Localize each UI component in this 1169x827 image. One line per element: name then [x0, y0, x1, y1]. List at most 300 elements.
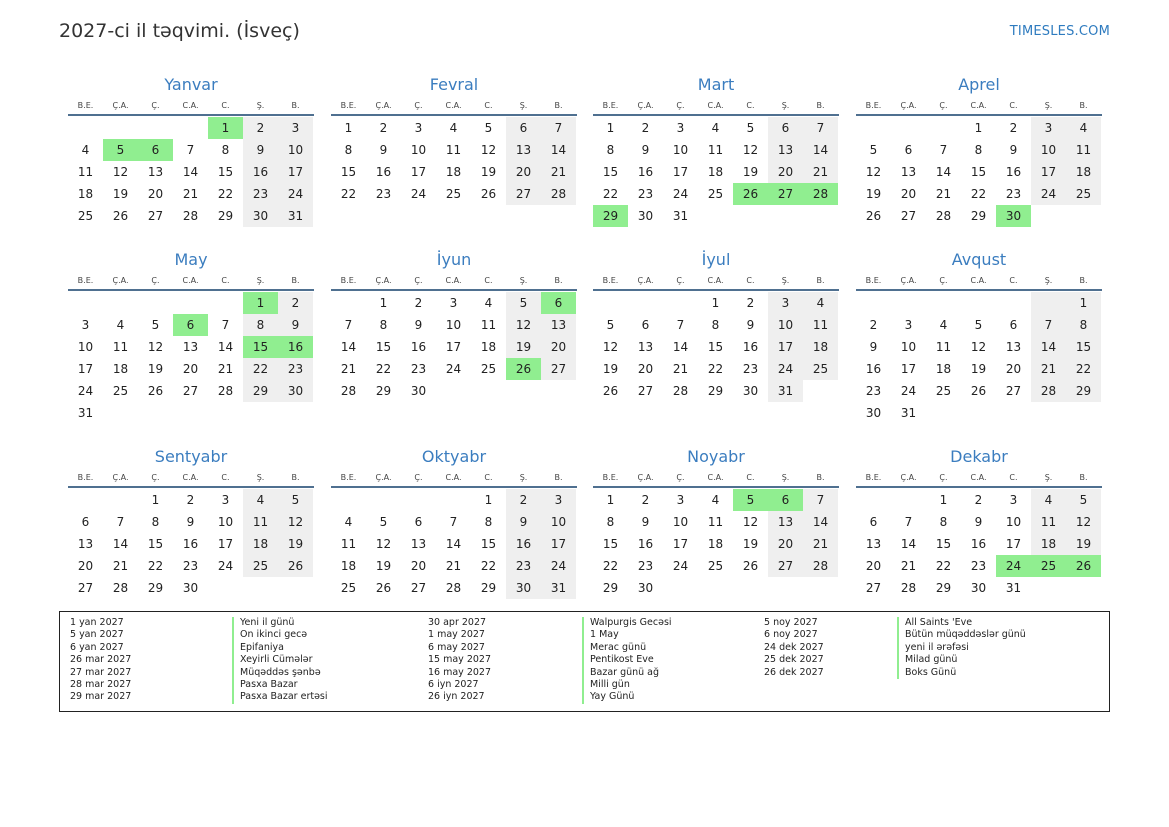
weekday-label: Ş.: [256, 276, 265, 285]
day-cell: 9: [506, 511, 541, 533]
day-cell: 22: [480, 559, 497, 573]
legend-item: On ikinci gecə: [232, 629, 328, 641]
weekday-label: Ş.: [256, 473, 265, 482]
day-cell: 17: [410, 165, 427, 179]
day-cell: 10: [410, 143, 427, 157]
weekday-label: C.A.: [970, 473, 987, 482]
empty-cell: [138, 292, 173, 314]
day-cell: 17: [278, 161, 313, 183]
day-cell: 29: [480, 581, 497, 595]
day-cell: 7: [221, 318, 230, 332]
day-cell: 28: [541, 183, 576, 205]
weekday-header: [68, 96, 314, 116]
day-cell: 14: [340, 340, 357, 354]
empty-cell: [961, 402, 996, 424]
legend-item: 24 dek 2027: [764, 641, 824, 653]
day-cell: 7: [803, 117, 838, 139]
day-cell: 30: [182, 581, 199, 595]
day-cell: 15: [243, 336, 278, 358]
empty-cell: [961, 292, 996, 314]
day-cell: 15: [480, 537, 497, 551]
weekday-label: C.A.: [970, 276, 987, 285]
day-cell: 10: [77, 340, 94, 354]
day-cell: 24: [996, 555, 1031, 577]
day-cell: 18: [707, 165, 724, 179]
legend-dates-2: [428, 617, 491, 704]
day-cell: 20: [147, 187, 164, 201]
weekday-label: Ç.A.: [637, 473, 654, 482]
day-cell: 18: [445, 165, 462, 179]
empty-cell: [891, 117, 926, 139]
weekday-label: C.A.: [707, 101, 724, 110]
site-link[interactable]: TIMESLES.COM: [1009, 24, 1110, 39]
day-cell: 2: [869, 318, 878, 332]
day-cell: 22: [217, 187, 234, 201]
legend-item: yeni il ərəfəsi: [897, 642, 1026, 654]
weekday-label: Ç.A.: [637, 276, 654, 285]
day-cell: 26: [602, 384, 619, 398]
day-cell: 16: [742, 340, 759, 354]
empty-cell: [733, 577, 768, 599]
weekday-header: [856, 271, 1102, 291]
month-name: Avqust: [951, 250, 1007, 269]
legend-item: 26 dek 2027: [764, 666, 824, 678]
day-grid: [331, 489, 577, 599]
month-name: Mart: [697, 75, 735, 94]
day-cell: 1: [974, 121, 983, 135]
day-cell: 19: [970, 362, 987, 376]
day-cell: 21: [217, 362, 234, 376]
day-cell: 13: [541, 314, 576, 336]
weekday-label: Ç.A.: [112, 473, 129, 482]
day-cell: 19: [742, 165, 759, 179]
day-cell: 8: [974, 143, 983, 157]
day-cell: 25: [707, 187, 724, 201]
weekday-label: B.E.: [340, 276, 357, 285]
day-cell: 12: [742, 143, 759, 157]
weekday-label: Ç.: [151, 276, 160, 285]
weekday-label: Ç.A.: [112, 276, 129, 285]
day-cell: 20: [182, 362, 199, 376]
day-cell: 1: [379, 296, 388, 310]
holiday-legend: [59, 611, 1110, 712]
day-cell: 4: [803, 292, 838, 314]
day-cell: 12: [112, 165, 129, 179]
day-cell: 29: [1066, 380, 1101, 402]
day-cell: 11: [112, 340, 129, 354]
weekday-label: C.: [221, 473, 230, 482]
day-cell: 11: [935, 340, 952, 354]
weekday-label: Ç.: [414, 101, 423, 110]
day-cell: 13: [506, 139, 541, 161]
empty-cell: [1031, 402, 1066, 424]
empty-cell: [506, 380, 541, 402]
day-cell: 4: [939, 318, 948, 332]
day-cell: 2: [506, 489, 541, 511]
day-cell: 29: [707, 384, 724, 398]
day-cell: 6: [173, 314, 208, 336]
day-cell: 22: [147, 559, 164, 573]
day-cell: 7: [344, 318, 353, 332]
legend-item: 16 may 2027: [428, 666, 492, 678]
day-cell: 4: [484, 296, 493, 310]
day-cell: 13: [182, 340, 199, 354]
weekday-label: Ç.: [939, 276, 948, 285]
day-cell: 5: [151, 318, 160, 332]
day-cell: 28: [182, 209, 199, 223]
empty-cell: [103, 292, 138, 314]
weekday-label: Ç.A.: [375, 276, 392, 285]
day-cell: 29: [593, 205, 628, 227]
month-name: İyun: [436, 250, 472, 269]
day-cell: 6: [768, 117, 803, 139]
legend-item: 1 yan 2027: [70, 617, 124, 628]
day-cell: 25: [445, 187, 462, 201]
weekday-label: Ş.: [781, 101, 790, 110]
day-cell: 2: [414, 296, 423, 310]
day-cell: 6: [869, 515, 878, 529]
weekday-label: C.: [484, 101, 493, 110]
day-cell: 11: [445, 143, 462, 157]
weekday-header: [331, 271, 577, 291]
day-cell: 18: [77, 187, 94, 201]
month-7: [593, 249, 839, 402]
day-grid: [331, 292, 577, 402]
day-cell: 11: [707, 515, 724, 529]
day-cell: 27: [541, 358, 576, 380]
day-cell: 23: [865, 384, 882, 398]
legend-item: Milli gün: [582, 679, 672, 691]
legend-item: Bazar günü ağ: [582, 667, 672, 679]
day-cell: 28: [340, 384, 357, 398]
day-cell: 18: [243, 533, 278, 555]
day-cell: 16: [637, 537, 654, 551]
day-grid: [68, 292, 314, 424]
weekday-label: B.E.: [77, 276, 94, 285]
empty-cell: [768, 205, 803, 227]
day-cell: 22: [375, 362, 392, 376]
day-cell: 16: [865, 362, 882, 376]
day-cell: 11: [1031, 511, 1066, 533]
day-cell: 25: [480, 362, 497, 376]
day-cell: 25: [1066, 183, 1101, 205]
day-cell: 27: [768, 555, 803, 577]
day-cell: 21: [541, 161, 576, 183]
month-name: Fevral: [429, 75, 479, 94]
empty-cell: [173, 292, 208, 314]
day-cell: 28: [112, 581, 129, 595]
weekday-label: B.E.: [77, 101, 94, 110]
day-cell: 2: [186, 493, 195, 507]
day-cell: 15: [602, 537, 619, 551]
weekday-label: B.E.: [865, 473, 882, 482]
day-cell: 6: [81, 515, 90, 529]
empty-cell: [173, 117, 208, 139]
empty-cell: [1031, 292, 1066, 314]
day-cell: 30: [996, 205, 1031, 227]
day-cell: 21: [112, 559, 129, 573]
empty-cell: [856, 117, 891, 139]
empty-cell: [891, 292, 926, 314]
weekday-label: C.A.: [707, 473, 724, 482]
day-cell: 24: [541, 555, 576, 577]
day-cell: 15: [340, 165, 357, 179]
legend-names-3: [897, 617, 1026, 679]
empty-cell: [68, 292, 103, 314]
day-cell: 30: [506, 577, 541, 599]
legend-item: 1 May: [582, 629, 672, 641]
day-cell: 22: [970, 187, 987, 201]
day-cell: 23: [637, 187, 654, 201]
legend-item: 26 mar 2027: [70, 654, 132, 666]
day-cell: 20: [1005, 362, 1022, 376]
legend-item: Xeyirli Cümələr: [232, 654, 328, 666]
day-cell: 10: [768, 314, 803, 336]
legend-item: Pentikost Eve: [582, 654, 672, 666]
weekday-label: Ç.A.: [375, 473, 392, 482]
empty-cell: [68, 117, 103, 139]
day-cell: 3: [676, 493, 685, 507]
day-cell: 14: [182, 165, 199, 179]
day-cell: 17: [1031, 161, 1066, 183]
day-cell: 23: [182, 559, 199, 573]
day-cell: 12: [278, 511, 313, 533]
day-cell: 15: [602, 165, 619, 179]
weekday-label: C.A.: [970, 101, 987, 110]
weekday-header: [331, 96, 577, 116]
empty-cell: [103, 489, 138, 511]
day-cell: 22: [243, 358, 278, 380]
day-grid: [856, 489, 1102, 599]
day-cell: 30: [243, 205, 278, 227]
legend-item: 5 yan 2027: [70, 629, 124, 641]
empty-cell: [173, 402, 208, 424]
day-cell: 15: [1066, 336, 1101, 358]
empty-cell: [331, 292, 366, 314]
day-cell: 3: [449, 296, 458, 310]
day-cell: 23: [375, 187, 392, 201]
day-cell: 5: [733, 489, 768, 511]
day-cell: 13: [410, 537, 427, 551]
month-11: [593, 446, 839, 599]
legend-item: 1 may 2027: [428, 629, 485, 641]
day-cell: 15: [375, 340, 392, 354]
day-cell: 24: [77, 384, 94, 398]
day-cell: 11: [480, 318, 497, 332]
legend-item: 15 may 2027: [428, 654, 492, 666]
month-name: May: [174, 250, 208, 269]
day-cell: 14: [1031, 336, 1066, 358]
day-cell: 4: [449, 121, 458, 135]
day-cell: 9: [641, 515, 650, 529]
day-cell: 29: [602, 581, 619, 595]
day-cell: 14: [112, 537, 129, 551]
day-cell: 30: [278, 380, 313, 402]
day-cell: 7: [939, 143, 948, 157]
month-4: [856, 74, 1102, 227]
day-cell: 14: [935, 165, 952, 179]
day-cell: 20: [768, 161, 803, 183]
day-cell: 1: [1066, 292, 1101, 314]
day-cell: 13: [77, 537, 94, 551]
legend-item: All Saints 'Eve: [897, 617, 1026, 629]
weekday-label: C.: [746, 101, 755, 110]
day-cell: 21: [182, 187, 199, 201]
day-cell: 14: [803, 139, 838, 161]
empty-cell: [278, 577, 313, 599]
weekday-header: [68, 271, 314, 291]
month-name: Yanvar: [164, 75, 218, 94]
day-cell: 13: [768, 511, 803, 533]
day-cell: 3: [414, 121, 423, 135]
day-cell: 29: [935, 581, 952, 595]
day-cell: 11: [243, 511, 278, 533]
day-cell: 17: [1005, 537, 1022, 551]
empty-cell: [996, 292, 1031, 314]
day-cell: 27: [182, 384, 199, 398]
day-cell: 31: [541, 577, 576, 599]
day-cell: 10: [445, 318, 462, 332]
empty-cell: [856, 292, 891, 314]
day-cell: 18: [1031, 533, 1066, 555]
day-cell: 25: [340, 581, 357, 595]
weekday-header: [593, 468, 839, 488]
weekday-label: B.: [816, 276, 825, 285]
day-cell: 27: [410, 581, 427, 595]
month-6: [331, 249, 577, 402]
legend-item: Milad günü: [897, 654, 1026, 666]
day-cell: 13: [147, 165, 164, 179]
day-cell: 21: [340, 362, 357, 376]
weekday-label: Ş.: [256, 101, 265, 110]
empty-cell: [926, 117, 961, 139]
day-cell: 3: [278, 117, 313, 139]
empty-cell: [243, 402, 278, 424]
day-cell: 26: [970, 384, 987, 398]
day-cell: 21: [803, 161, 838, 183]
month-name: Noyabr: [687, 447, 745, 466]
weekday-label: C.: [746, 276, 755, 285]
day-cell: 21: [672, 362, 689, 376]
day-cell: 5: [379, 515, 388, 529]
empty-cell: [698, 577, 733, 599]
weekday-label: B.: [1079, 101, 1088, 110]
day-cell: 19: [602, 362, 619, 376]
day-cell: 30: [637, 581, 654, 595]
day-cell: 15: [970, 165, 987, 179]
day-cell: 21: [935, 187, 952, 201]
day-cell: 11: [340, 537, 357, 551]
empty-cell: [663, 577, 698, 599]
legend-item: Bütün müqəddəslər günü: [897, 629, 1026, 641]
day-cell: 31: [900, 406, 917, 420]
day-cell: 31: [77, 406, 94, 420]
day-cell: 7: [541, 117, 576, 139]
day-cell: 25: [243, 555, 278, 577]
day-cell: 7: [904, 515, 913, 529]
legend-dates-3: [764, 617, 824, 679]
day-cell: 8: [379, 318, 388, 332]
day-cell: 9: [243, 139, 278, 161]
day-cell: 14: [541, 139, 576, 161]
day-cell: 27: [900, 209, 917, 223]
day-cell: 17: [217, 537, 234, 551]
weekday-label: Ç.A.: [637, 101, 654, 110]
weekday-label: Ş.: [781, 473, 790, 482]
legend-names-1: [232, 617, 328, 704]
day-cell: 20: [541, 336, 576, 358]
day-cell: 5: [1066, 489, 1101, 511]
day-grid: [856, 117, 1102, 227]
day-cell: 4: [116, 318, 125, 332]
day-cell: 31: [1005, 581, 1022, 595]
day-cell: 10: [278, 139, 313, 161]
empty-cell: [803, 205, 838, 227]
weekday-label: Ş.: [519, 101, 528, 110]
weekday-header: [331, 468, 577, 488]
day-cell: 18: [1066, 161, 1101, 183]
legend-names-2: [582, 617, 672, 704]
day-cell: 7: [803, 489, 838, 511]
page-title: 2027-ci il təqvimi. (İsveç): [59, 20, 300, 42]
weekday-label: Ç.: [939, 101, 948, 110]
weekday-label: Ş.: [519, 473, 528, 482]
day-cell: 9: [379, 143, 388, 157]
day-cell: 22: [935, 559, 952, 573]
day-cell: 8: [939, 515, 948, 529]
empty-cell: [628, 292, 663, 314]
day-cell: 28: [672, 384, 689, 398]
day-cell: 8: [484, 515, 493, 529]
day-cell: 5: [484, 121, 493, 135]
day-cell: 27: [147, 209, 164, 223]
day-cell: 28: [803, 183, 838, 205]
day-cell: 18: [480, 340, 497, 354]
day-cell: 9: [1009, 143, 1018, 157]
month-2: [331, 74, 577, 205]
day-cell: 24: [900, 384, 917, 398]
day-cell: 20: [77, 559, 94, 573]
day-cell: 7: [676, 318, 685, 332]
day-cell: 21: [1031, 358, 1066, 380]
day-cell: 16: [278, 336, 313, 358]
day-cell: 14: [445, 537, 462, 551]
day-cell: 25: [77, 209, 94, 223]
legend-item: Boks Günü: [897, 667, 1026, 679]
day-cell: 30: [742, 384, 759, 398]
day-cell: 6: [768, 489, 803, 511]
day-cell: 7: [1031, 314, 1066, 336]
legend-item: 5 noy 2027: [764, 617, 818, 628]
day-cell: 11: [77, 165, 94, 179]
month-3: [593, 74, 839, 227]
day-cell: 9: [414, 318, 423, 332]
weekday-label: C.: [221, 101, 230, 110]
day-cell: 10: [672, 143, 689, 157]
day-cell: 22: [1066, 358, 1101, 380]
day-cell: 3: [541, 489, 576, 511]
day-cell: 9: [641, 143, 650, 157]
day-cell: 23: [506, 555, 541, 577]
day-cell: 23: [243, 183, 278, 205]
day-cell: 16: [506, 533, 541, 555]
day-cell: 19: [865, 187, 882, 201]
day-cell: 25: [112, 384, 129, 398]
weekday-label: C.: [1009, 101, 1018, 110]
day-cell: 22: [340, 187, 357, 201]
day-cell: 12: [1066, 511, 1101, 533]
weekday-label: Ç.A.: [375, 101, 392, 110]
